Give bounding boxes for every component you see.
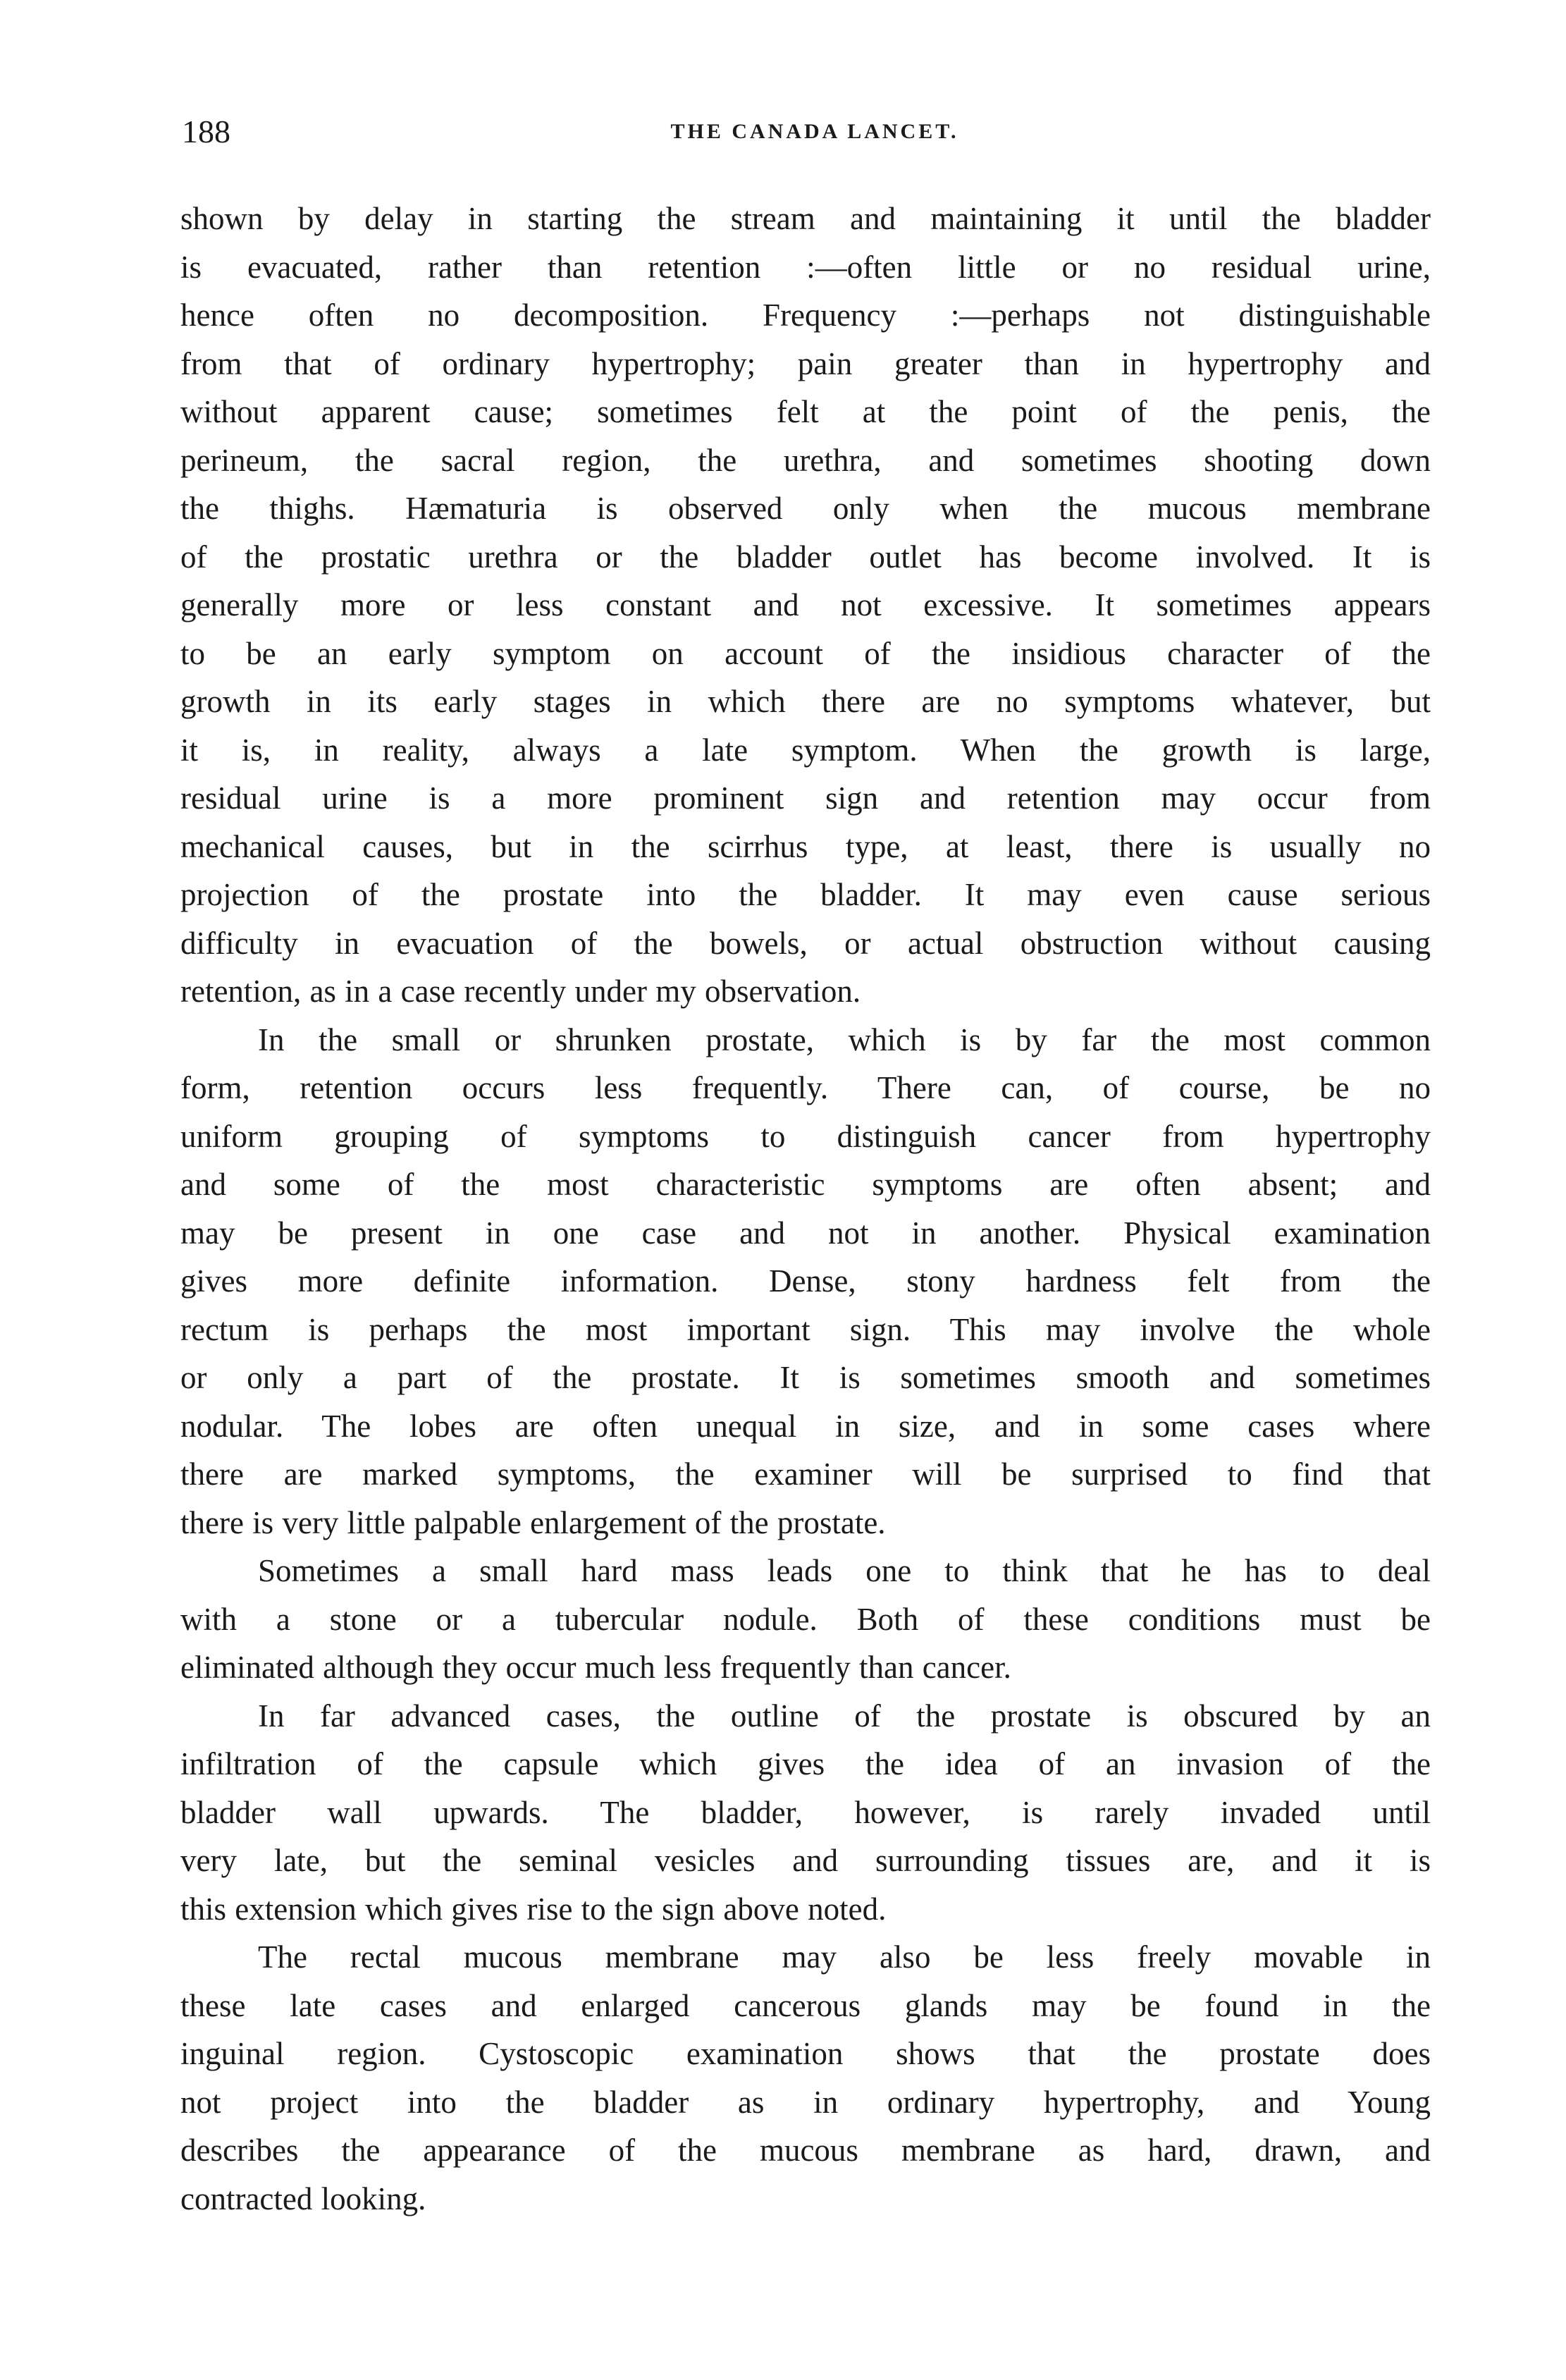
text-line: inguinal region. Cystoscopic examination shows that the prostate does bbox=[180, 2036, 1431, 2071]
text-line: growth in its early stages in which there are no symptoms whatever, but bbox=[180, 684, 1431, 719]
text-line: from that of ordinary hypertrophy; pain greater than in hypertrophy and bbox=[180, 345, 1431, 381]
text-line: very late, but the seminal vesicles and surrounding tissues are, and it is bbox=[180, 1843, 1431, 1878]
text-line: difficulty in evacuation of the bowels, or actual obstruction without causing bbox=[180, 925, 1431, 961]
text-line: bladder wall upwards. The bladder, however, is rarely invaded until bbox=[180, 1794, 1431, 1830]
text-line: rectum is perhaps the most important sign. This may involve the whole bbox=[180, 1311, 1431, 1347]
text-line: hence often no decomposition. Frequency :—perhaps not distinguishable bbox=[180, 298, 1431, 333]
running-title: THE CANADA LANCET. bbox=[670, 120, 959, 143]
text-line: shown by delay in starting the stream and maintaining it until the bladder bbox=[180, 201, 1431, 236]
text-line: contracted looking. bbox=[180, 2180, 426, 2216]
text-line: without apparent cause; sometimes felt at the point of the penis, the bbox=[180, 394, 1431, 429]
text-line: may be present in one case and not in another. Physical examination bbox=[180, 1215, 1431, 1251]
text-line: form, retention occurs less frequently. There can, of course, be no bbox=[180, 1070, 1431, 1105]
page-number: 188 bbox=[182, 114, 230, 149]
text-line: there is very little palpable enlargement of the prostate. bbox=[180, 1504, 886, 1540]
text-line: or only a part of the prostate. It is sometimes smooth and sometimes bbox=[180, 1360, 1431, 1395]
text-line: Sometimes a small hard mass leads one to think that he has to deal bbox=[258, 1553, 1431, 1588]
paragraph bbox=[180, 1933, 1431, 2223]
text-line: perineum, the sacral region, the urethra, and sometimes shooting down bbox=[180, 442, 1431, 478]
text-line: it is, in reality, always a late symptom. When the growth is large, bbox=[180, 732, 1431, 768]
text-line: The rectal mucous membrane may also be less freely movable in bbox=[258, 1939, 1431, 1975]
text-line: this extension which gives rise to the sign above noted. bbox=[180, 1891, 887, 1927]
text-line: uniform grouping of symptoms to distinguish cancer from hypertrophy bbox=[180, 1118, 1431, 1154]
text-line: gives more definite information. Dense, stony hardness felt from the bbox=[180, 1263, 1431, 1299]
paragraph bbox=[180, 195, 1431, 1016]
text-line: mechanical causes, but in the scirrhus type, at least, there is usually no bbox=[180, 828, 1431, 864]
text-line: of the prostatic urethra or the bladder outlet has become involved. It is bbox=[180, 539, 1431, 575]
text-line: In the small or shrunken prostate, which is by far the most common bbox=[258, 1022, 1431, 1057]
text-line: infiltration of the capsule which gives the idea of an invasion of the bbox=[180, 1746, 1431, 1781]
text-line: the thighs. Hæmaturia is observed only when the mucous membrane bbox=[180, 491, 1431, 526]
text-line: generally more or less constant and not excessive. It sometimes appears bbox=[180, 587, 1431, 622]
text-line: In far advanced cases, the outline of the prostate is obscured by an bbox=[258, 1698, 1431, 1734]
text-line: these late cases and enlarged cancerous glands may be found in the bbox=[180, 1987, 1431, 2023]
body-text bbox=[180, 195, 1431, 2223]
text-line: and some of the most characteristic symptoms are often absent; and bbox=[180, 1167, 1431, 1202]
paragraph bbox=[180, 1547, 1431, 1692]
paragraph bbox=[180, 1692, 1431, 1934]
text-line: describes the appearance of the mucous membrane as hard, drawn, and bbox=[180, 2133, 1431, 2168]
text-line: to be an early symptom on account of the insidious character of the bbox=[180, 635, 1431, 671]
text-line: is evacuated, rather than retention :—often little or no residual urine, bbox=[180, 249, 1431, 285]
paragraph bbox=[180, 1016, 1431, 1547]
text-line: there are marked symptoms, the examiner will be surprised to find that bbox=[180, 1456, 1431, 1492]
text-line: residual urine is a more prominent sign and retention may occur from bbox=[180, 780, 1431, 816]
text-line: eliminated although they occur much less frequently than cancer. bbox=[180, 1650, 1011, 1685]
text-line: not project into the bladder as in ordinary hypertrophy, and Young bbox=[180, 2084, 1431, 2120]
text-line: nodular. The lobes are often unequal in size, and in some cases where bbox=[180, 1408, 1431, 1444]
text-line: with a stone or a tubercular nodule. Both of these conditions must be bbox=[180, 1601, 1431, 1637]
text-line: projection of the prostate into the bladder. It may even cause serious bbox=[180, 877, 1431, 912]
text-line: retention, as in a case recently under my observation. bbox=[180, 974, 861, 1009]
